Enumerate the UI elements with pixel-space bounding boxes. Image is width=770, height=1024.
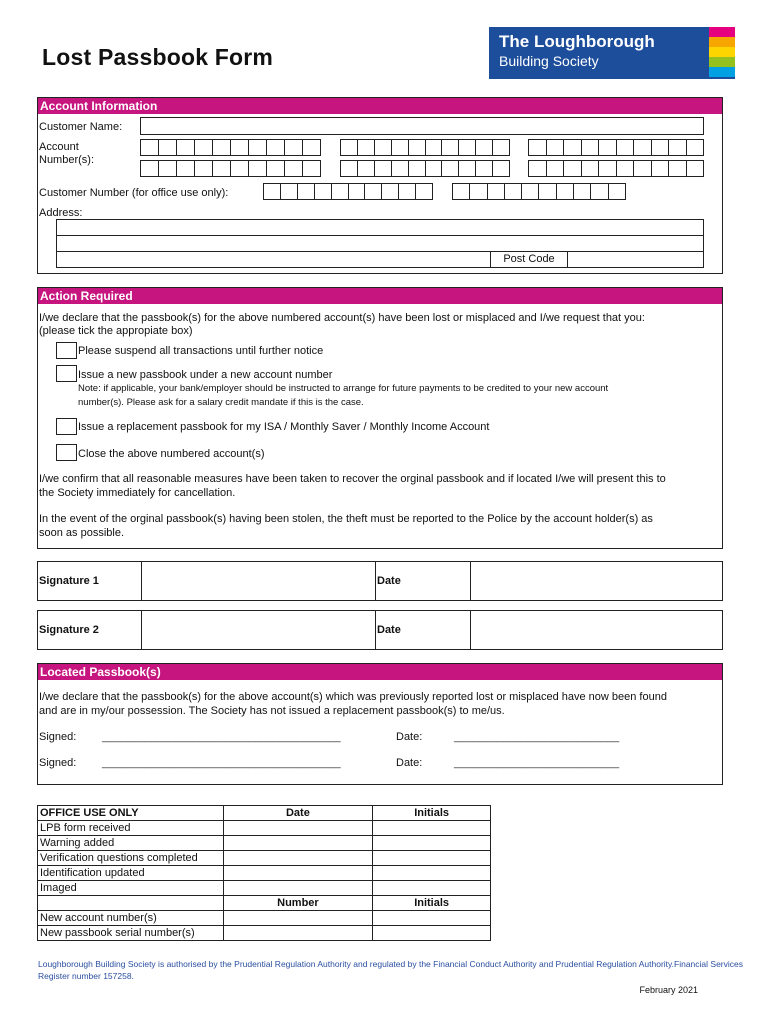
logo-stripe-blue (709, 67, 735, 77)
office-initials-cell[interactable] (373, 926, 491, 941)
account-number-3-row-a[interactable] (528, 139, 704, 156)
logo-stripe-pink (709, 27, 735, 37)
close-account-checkbox[interactable] (56, 444, 77, 461)
signature-1-field[interactable] (142, 563, 374, 599)
confirm-line-2: the Society immediately for cancellation. (39, 487, 236, 499)
customer-number-label: Customer Number (for office use only): (39, 187, 229, 199)
account-number-1-row-b[interactable] (140, 160, 321, 177)
located-signed-label-2: Signed: (39, 757, 77, 769)
office-date-cell[interactable] (223, 881, 373, 896)
logo-stripe-orange (709, 37, 735, 47)
located-text-line-2: and are in my/our possession. The Society has not issued a replacement passbook(s) to me/us. (39, 705, 505, 717)
address-label: Address: (39, 207, 83, 219)
address-line-2[interactable] (56, 235, 704, 252)
office-date-header: Date (223, 806, 373, 821)
stolen-line-2: soon as possible. (39, 527, 124, 539)
located-signed-line-1[interactable]: _______________________________________ (102, 731, 341, 743)
suspend-option-label: Please suspend all transactions until further notice (78, 345, 324, 357)
new-passbook-note-2: number(s). Please ask for a salary credit mandate if this is the case. (78, 397, 364, 408)
office-row-label: LPB form received (38, 821, 224, 836)
office-row-label: Imaged (38, 881, 224, 896)
signature-1-date-label: Date (377, 575, 401, 587)
table-row (38, 836, 491, 851)
signature-2-date-field[interactable] (472, 612, 722, 648)
customer-number-field-b[interactable] (452, 183, 626, 200)
table-row (38, 896, 491, 911)
replacement-option-label: Issue a replacement passbook for my ISA / Monthly Saver / Monthly Income Account (78, 421, 490, 433)
located-date-line-2[interactable]: ___________________________ (454, 757, 620, 769)
office-initials-cell[interactable] (373, 836, 491, 851)
action-intro-line-1: I/we declare that the passbook(s) for the above numbered account(s) have been lost or misplaced and I/we request that you: (39, 312, 645, 324)
table-row (38, 821, 491, 836)
office-row-label: Verification questions completed (38, 851, 224, 866)
regulatory-footer: Loughborough Building Society is authorised by the Prudential Regulation Authority and regulated by the Financial Conduct Authority and Prudential Regulation Authority.Financial Services Register number 157258. (38, 959, 743, 981)
society-logo (489, 27, 735, 79)
office-number-header: Number (223, 896, 373, 911)
post-code-label: Post Code (490, 251, 568, 268)
logo-line-2: Building Society (499, 53, 599, 69)
account-information-header: Account Information (38, 98, 722, 114)
office-initials-cell[interactable] (373, 911, 491, 926)
table-row (38, 866, 491, 881)
action-required-header: Action Required (38, 288, 722, 304)
account-number-2-row-b[interactable] (340, 160, 510, 177)
located-date-label-2: Date: (396, 757, 423, 769)
form-date: February 2021 (639, 985, 698, 995)
office-initials-cell[interactable] (373, 851, 491, 866)
customer-number-field-a[interactable] (263, 183, 433, 200)
account-number-label-2: Number(s): (39, 154, 95, 166)
located-date-line-1[interactable]: ___________________________ (454, 731, 620, 743)
new-passbook-checkbox[interactable] (56, 365, 77, 382)
office-date-cell[interactable] (223, 836, 373, 851)
located-passbook-header: Located Passbook(s) (38, 664, 722, 680)
suspend-checkbox[interactable] (56, 342, 77, 359)
page-title: Lost Passbook Form (42, 44, 274, 70)
close-account-option-label: Close the above numbered account(s) (78, 448, 265, 460)
signature-2-label: Signature 2 (39, 624, 99, 636)
logo-stripe-green (709, 57, 735, 67)
office-date-cell[interactable] (223, 851, 373, 866)
stolen-line-1: In the event of the orginal passbook(s) having been stolen, the theft must be reported to the Police by the account holder(s) as (39, 513, 653, 525)
office-row-label: Identification updated (38, 866, 224, 881)
signature-2-field[interactable] (142, 612, 374, 648)
located-signed-label-1: Signed: (39, 731, 77, 743)
located-date-label-1: Date: (396, 731, 423, 743)
office-use-title: OFFICE USE ONLY (38, 806, 224, 821)
located-signed-line-2[interactable]: _______________________________________ (102, 757, 341, 769)
replacement-passbook-checkbox[interactable] (56, 418, 77, 435)
located-text-line-1: I/we declare that the passbook(s) for the above account(s) which was previously reported lost or misplaced have now been found (39, 691, 667, 703)
office-number-cell[interactable] (223, 911, 373, 926)
account-number-2-row-a[interactable] (340, 139, 510, 156)
office-initials-header: Initials (373, 806, 491, 821)
confirm-line-1: I/we confirm that all reasonable measures have been taken to recover the orginal passbook and if located I/we will present this to (39, 473, 666, 485)
action-intro-line-2: (please tick the appropiate box) (39, 325, 193, 337)
customer-name-field[interactable] (140, 117, 704, 135)
office-row-label: Warning added (38, 836, 224, 851)
customer-name-label: Customer Name: (39, 121, 123, 133)
office-initials-cell[interactable] (373, 881, 491, 896)
address-line-1[interactable] (56, 219, 704, 236)
logo-stripe-yellow (709, 47, 735, 57)
office-initials-cell[interactable] (373, 866, 491, 881)
office-initials-cell[interactable] (373, 821, 491, 836)
office-number-cell[interactable] (223, 926, 373, 941)
account-number-1-row-a[interactable] (140, 139, 321, 156)
signature-1-label: Signature 1 (39, 575, 99, 587)
office-date-cell[interactable] (223, 821, 373, 836)
office-initials-header-2: Initials (373, 896, 491, 911)
logo-line-1: The Loughborough (499, 32, 655, 51)
new-passbook-note-1: Note: if applicable, your bank/employer should be instructed to arrange for future payments to be credited to your new account (78, 383, 609, 394)
table-row (38, 911, 491, 926)
office-use-table (37, 805, 491, 941)
office-blank-cell (38, 896, 224, 911)
signature-1-date-field[interactable] (472, 563, 722, 599)
table-row (38, 851, 491, 866)
table-row (38, 926, 491, 941)
office-date-cell[interactable] (223, 866, 373, 881)
office-row-label: New passbook serial number(s) (38, 926, 224, 941)
table-row (38, 806, 491, 821)
account-number-label-1: Account (39, 141, 79, 153)
signature-2-date-label: Date (377, 624, 401, 636)
office-row-label: New account number(s) (38, 911, 224, 926)
address-line-3[interactable] (56, 251, 704, 268)
table-row (38, 881, 491, 896)
account-number-3-row-b[interactable] (528, 160, 704, 177)
new-passbook-option-label: Issue a new passbook under a new account number (78, 369, 333, 381)
